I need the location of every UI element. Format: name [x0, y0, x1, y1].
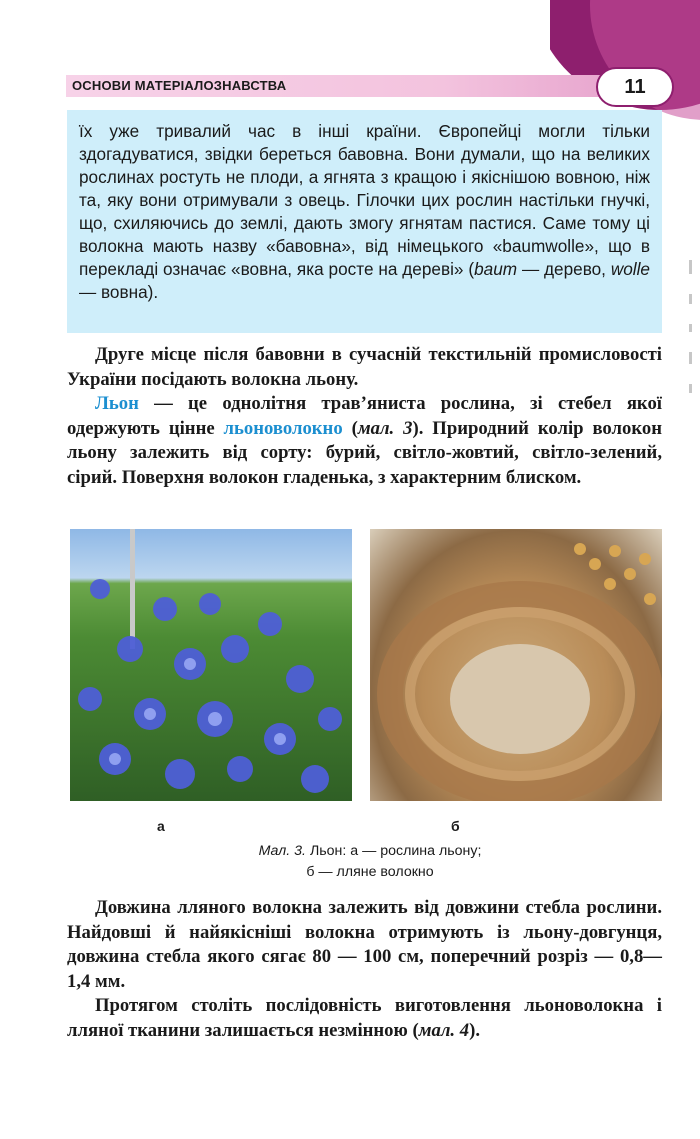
paragraph-2: Льон — це однолітня трав’яниста рослина, зі стебел якої одержують цінне льоноволокно (мал. 3). Природний колір волокон льону залежить від сорту: бурий, світло-жовтий, світло-зелений, сірий. Поверхня волокон гладенька, з характерним блиском. — [67, 393, 662, 488]
figure-label-a: а — [157, 818, 165, 834]
paragraph-4: Протягом століть послідовність виготовлення льоноволокна і лляної тканини залишається незмінною (мал. 4). — [67, 995, 662, 1041]
flax-fiber-photo — [370, 529, 662, 801]
caption-ref: Мал. 3. — [258, 843, 307, 859]
figure-caption: Мал. 3. Льон: а — рослина льону; б — лляне волокно — [258, 843, 482, 880]
figure-reference: мал. 3 — [357, 417, 413, 439]
figure-label-b: б — [451, 818, 460, 834]
paragraph-1: Друге місце після бавовни в сучасній текстильній промисловості України посідають волокна льону. — [67, 344, 662, 390]
section-title: ОСНОВИ МАТЕРІАЛОЗНАВСТВА — [72, 78, 287, 93]
info-box — [67, 110, 662, 333]
term-flax-fiber: льоноволокно — [223, 417, 343, 439]
figure-reference-4: мал. 4 — [418, 1019, 470, 1041]
page-number: 11 — [596, 67, 674, 107]
info-box-text: їх уже тривалий час в інші країни. Європейці могли тільки здогадуватися, звідки береться бавовна. Вони думали, що на великих рослинах ростуть не плоди, а ягнята з кращою і якіснішою вовною, ніж та, яку вони отримували з овець. Гілочки цих рослин настільки гнучкі, що, схиляючись до землі, дають змогу ягнятам пастися. Саме тому ці волокна мають назву «бавовна», від німецького «baumwolle», що в перекладі означає «вовна, яка росте на дереві» (baum — дерево, wolle — вовна). — [79, 121, 650, 302]
flax-plant-photo — [70, 529, 352, 801]
body-text-lower — [67, 896, 662, 1043]
margin-marks — [683, 260, 697, 460]
paragraph-3: Довжина лляного волокна залежить від довжини стебла рослини. Найдовші й найякісніші волокна отримують із льону-довгунця, довжина стебла якого сягає 80 — 100 см, поперечний розріз — 0,8—1,4 мм. — [67, 897, 662, 992]
term-flax: Льон — [95, 393, 139, 414]
body-text-upper — [67, 343, 662, 490]
